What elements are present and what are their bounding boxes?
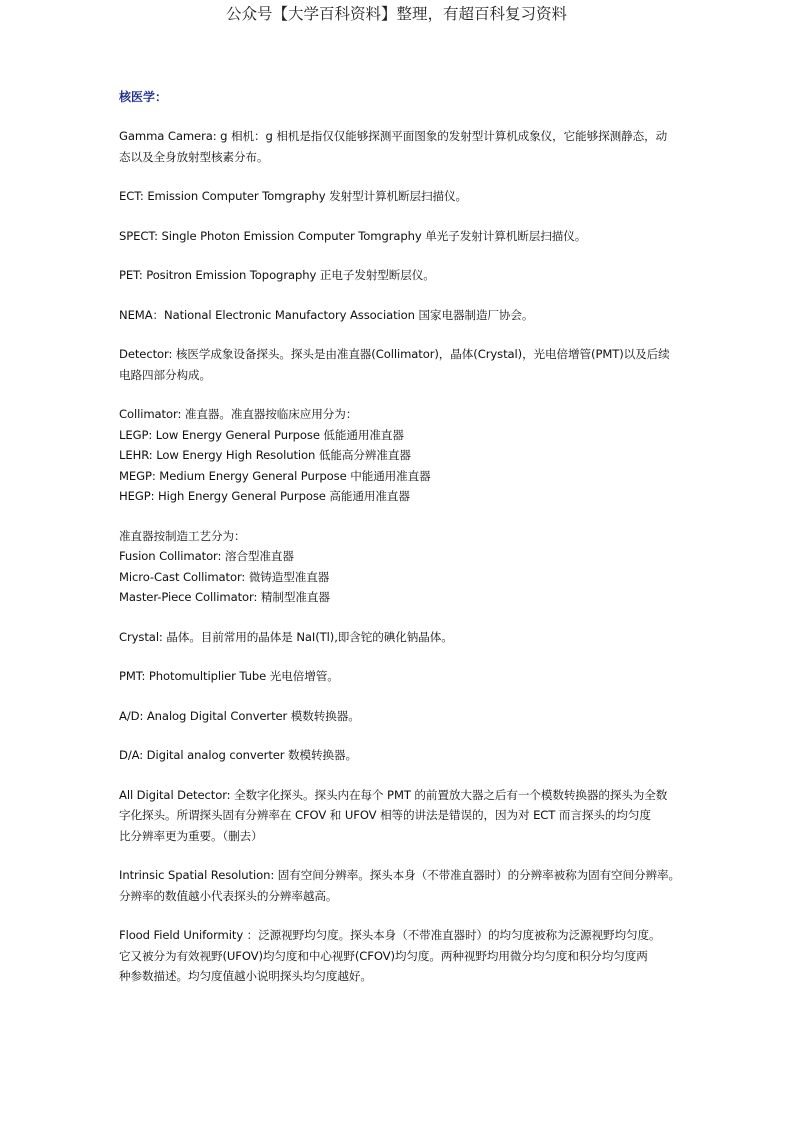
text-line: 态以及全身放射型核素分布。 — [119, 149, 269, 164]
text-line: 比分辨率更为重要。（删去） — [119, 828, 263, 843]
paragraph — [119, 627, 679, 648]
text-line: Flood Field Uniformity ：泛源视野均匀度。探头本身（不带准直器时）的均匀度被称为泛源视野均匀度。 — [119, 928, 661, 942]
text-line: PET: Positron Emission Topography 正电子发射型断层仪。 — [119, 268, 435, 282]
text-line: MEGP: Medium Energy General Purpose 中能通用准直器 — [119, 468, 431, 483]
paragraph — [119, 925, 679, 987]
paragraph — [119, 785, 679, 847]
text-line: 准直器按制造工艺分为： — [119, 528, 246, 543]
paragraph — [119, 526, 679, 608]
text-line: 电路四部分构成。 — [119, 367, 211, 382]
text-line: 种参数描述。均匀度值越小说明探头均匀度越好。 — [119, 969, 372, 983]
paragraph — [119, 186, 679, 207]
text-line: Master-Piece Collimator: 精制型准直器 — [119, 590, 330, 604]
paragraph — [119, 745, 679, 766]
paragraph — [119, 305, 679, 326]
section-title: 核医学： — [119, 90, 168, 104]
text-line: Gamma Camera: g 相机：g 相机是指仅仅能够探测平面图象的发射型计算机成象仪，它能够探测静态，动 — [119, 129, 668, 143]
text-line: 它又被分为有效视野(UFOV)均匀度和中心视野(CFOV)均匀度。两种视野均用微分均匀度和积分均匀度两 — [119, 948, 648, 963]
text-line: Intrinsic Spatial Resolution: 固有空间分辨率。探头本身（不带准直器时）的分辨率被称为固有空间分辨率。 — [119, 868, 681, 882]
document-body — [119, 87, 679, 1006]
text-line: Detector: 核医学成象设备探头。探头是由准直器(Collimator)，晶体(Crystal)，光电倍增管(PMT)以及后续 — [119, 347, 670, 361]
text-line: Micro-Cast Collimator: 微铸造型准直器 — [119, 569, 330, 584]
paragraph — [119, 706, 679, 727]
page-header: 公众号【大学百科资料】整理，有超百科复习资料 — [225, 5, 567, 23]
text-line: Collimator: 准直器。准直器按临床应用分为： — [119, 407, 358, 421]
text-line: D/A: Digital analog converter 数模转换器。 — [119, 748, 358, 762]
text-line: 字化探头。所谓探头固有分辨率在 CFOV 和 UFOV 相等的讲法是错误的，因为对 ECT 而言探头的均匀度 — [119, 808, 651, 822]
text-line: Crystal: 晶体。目前常用的晶体是 NaI(Tl),即含铊的碘化钠晶体。 — [119, 629, 453, 644]
text-line: HEGP: High Energy General Purpose 高能通用准直器 — [119, 489, 410, 503]
paragraph-list — [119, 126, 679, 987]
paragraph — [119, 865, 679, 906]
text-line: 分辨率的数值越小代表探头的分辨率越高。 — [119, 888, 338, 903]
text-line: ECT: Emission Computer Tomgraphy 发射型计算机断层扫描仪。 — [119, 189, 468, 203]
paragraph — [119, 226, 679, 247]
text-line: All Digital Detector: 全数字化探头。探头内在每个 PMT 的前置放大器之后有一个模数转换器的探头为全数 — [119, 787, 668, 802]
text-line: NEMA：National Electronic Manufactory Association 国家电器制造厂协会。 — [119, 307, 534, 322]
text-line: PMT: Photomultiplier Tube 光电倍增管。 — [119, 669, 339, 683]
paragraph — [119, 404, 679, 507]
text-line: A/D: Analog Digital Converter 模数转换器。 — [119, 708, 360, 723]
text-line: LEHR: Low Energy High Resolution 低能高分辨准直器 — [119, 448, 411, 462]
text-line: SPECT: Single Photon Emission Computer Tomgraphy 单光子发射计算机断层扫描仪。 — [119, 228, 587, 243]
text-line: Fusion Collimator: 溶合型准直器 — [119, 549, 294, 563]
text-line: LEGP: Low Energy General Purpose 低能通用准直器 — [119, 427, 404, 442]
paragraph — [119, 344, 679, 385]
paragraph — [119, 265, 679, 286]
paragraph — [119, 126, 679, 167]
paragraph — [119, 666, 679, 687]
